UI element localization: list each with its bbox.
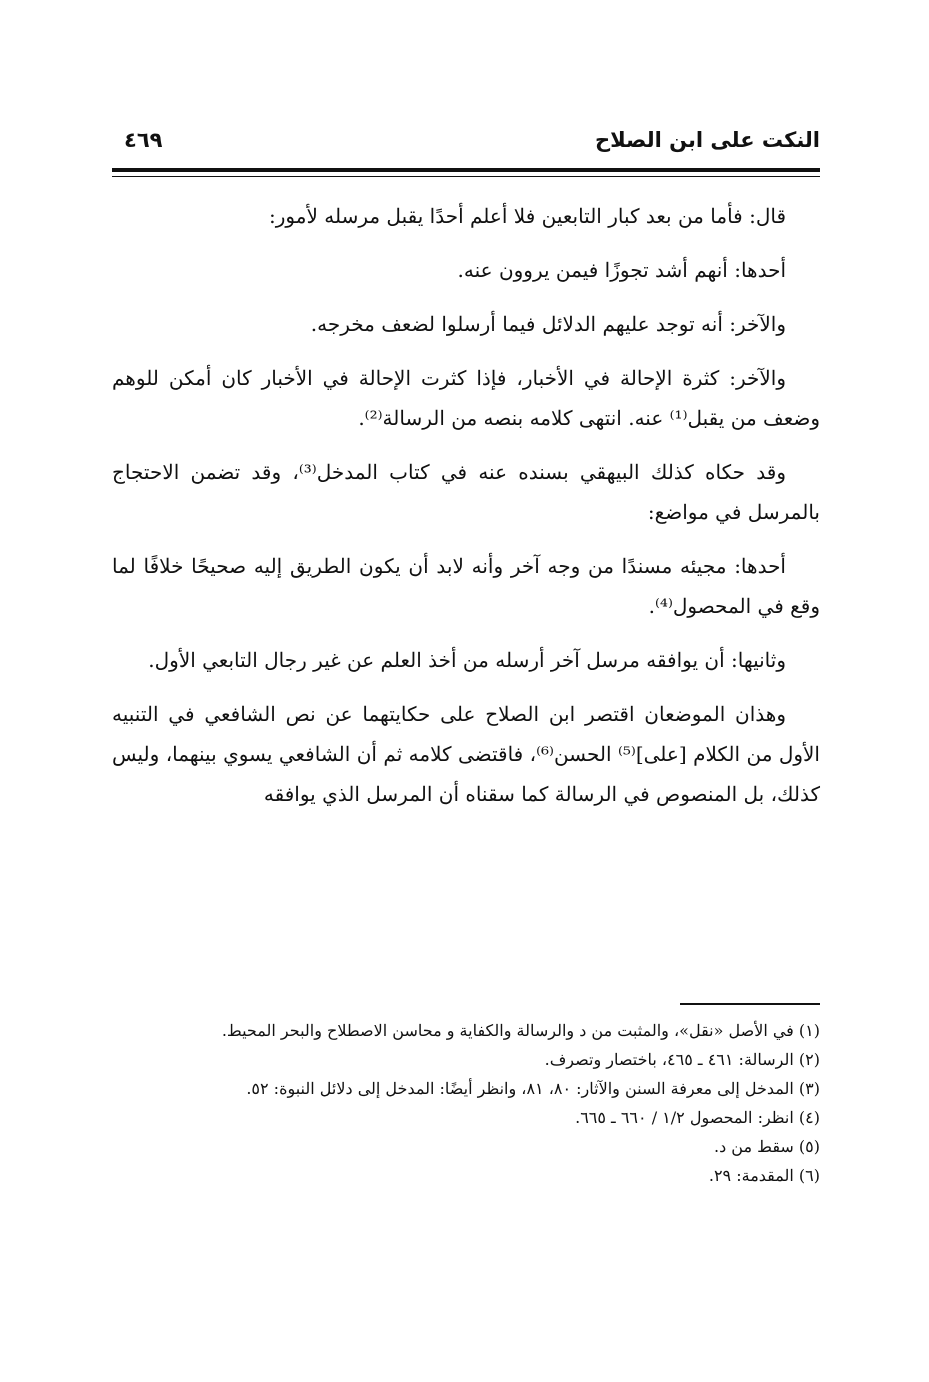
main-text bbox=[112, 196, 820, 828]
header-rule-thin bbox=[112, 176, 820, 177]
paragraph: أحدها: مجيئه مسندًا من وجه آخر وأنه لابد أن يكون الطريق إليه صحيحًا خلافًا لما وقع في المحصول⁽⁴⁾. bbox=[112, 554, 820, 618]
footnote-separator bbox=[680, 1003, 820, 1005]
paragraph: وهذان الموضعان اقتصر ابن الصلاح على حكايتهما عن نص الشافعي في التنبيه الأول من الكلام [على]⁽⁵⁾ الحسن⁽⁶⁾، فاقتضى كلامه ثم أن الشافعي يسوي بينهما، وليس كذلك، بل المنصوص في الرسالة كما سقناه أن المرسل الذي يوافقه bbox=[112, 702, 820, 806]
footnote: (٦) المقدمة: ٢٩. bbox=[708, 1166, 820, 1185]
header-rule-thick bbox=[112, 168, 820, 172]
paragraph: والآخر: كثرة الإحالة في الأخبار، فإذا كثرت الإحالة في الأخبار كان أمكن للوهم وضعف من يقبل⁽¹⁾ عنه. انتهى كلامه بنصه من الرسالة⁽²⁾. bbox=[112, 366, 820, 430]
paragraph: أحدها: أنهم أشد تجوزًا فيمن يروون عنه. bbox=[457, 258, 786, 282]
running-header bbox=[112, 128, 820, 164]
paragraph: والآخر: أنه توجد عليهم الدلائل فيما أرسلوا لضعف مخرجه. bbox=[310, 312, 786, 336]
footnote: (٥) سقط من د. bbox=[714, 1137, 820, 1156]
footnote: (٢) الرسالة: ٤٦١ ـ ٤٦٥، باختصار وتصرف. bbox=[544, 1050, 820, 1069]
footnotes bbox=[112, 1016, 820, 1190]
footnote: (٤) انظر: المحصول ١/٢ / ٦٦٠ ـ ٦٦٥. bbox=[575, 1108, 820, 1127]
paragraph: قال: فأما من بعد كبار التابعين فلا أعلم أحدًا يقبل مرسله لأمور: bbox=[269, 204, 786, 228]
footnote: (٣) المدخل إلى معرفة السنن والآثار: ٨٠، ٨١، وانظر أيضًا: المدخل إلى دلائل النبوة: ٥٢. bbox=[246, 1079, 820, 1098]
running-title: النكت على ابن الصلاح bbox=[594, 128, 820, 152]
paragraph: وقد حكاه كذلك البيهقي بسنده عنه في كتاب المدخل⁽³⁾، وقد تضمن الاحتجاج بالمرسل في مواضع: bbox=[112, 460, 820, 524]
footnote: (١) في الأصل «نقل»، والمثبت من د والرسالة والكفاية و محاسن الاصطلاح والبحر المحيط. bbox=[221, 1021, 820, 1040]
page-number: ٤٦٩ bbox=[124, 128, 163, 152]
paragraph: وثانيها: أن يوافقه مرسل آخر أرسله من أخذ العلم عن غير رجال التابعي الأول. bbox=[148, 648, 786, 672]
